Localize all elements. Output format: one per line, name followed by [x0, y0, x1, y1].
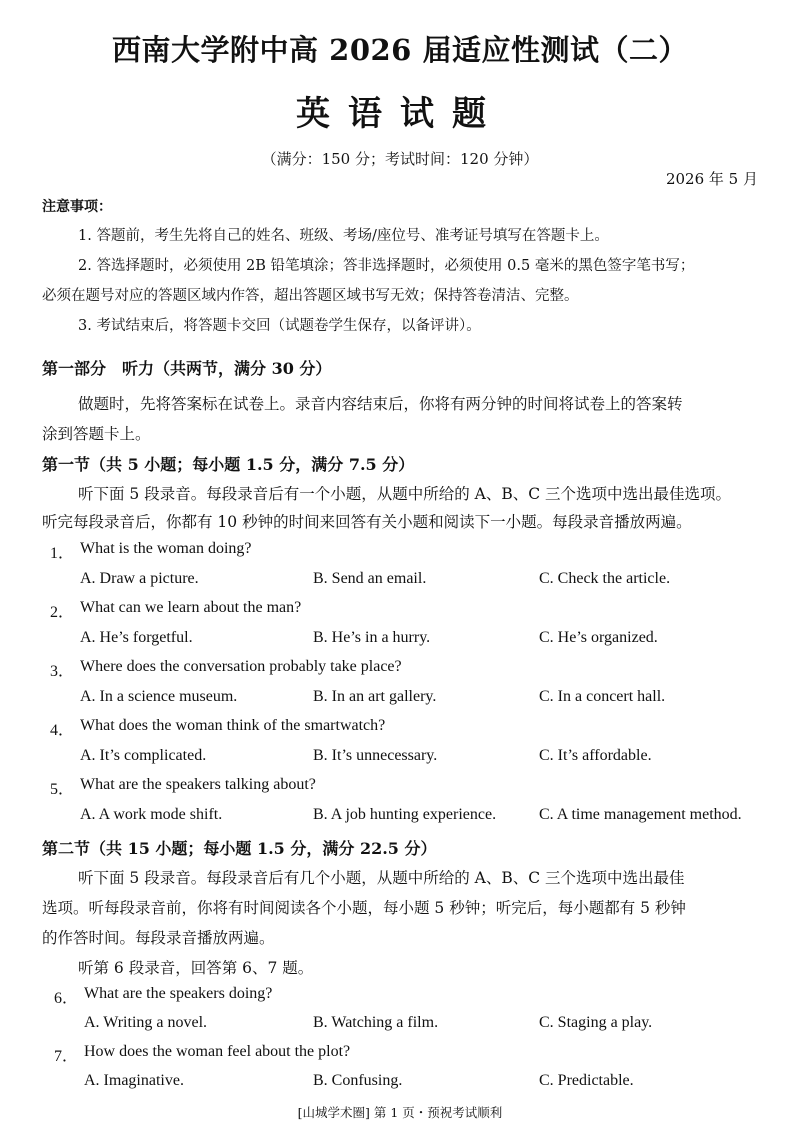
exam-meta: （满分：150 分；考试时间：120 分钟）	[261, 150, 539, 168]
section2-intro-line1: 听下面 5 段录音。每段录音后有几个小题，从题中所给的 A、B、C 三个选项中选出最佳	[78, 869, 685, 887]
option-a: A. It’s complicated.	[80, 747, 207, 764]
exam-title: 西南大学附中高 2026 届适应性测试（二）	[112, 33, 688, 67]
option-b: B. It’s unnecessary.	[313, 747, 438, 764]
option-a: A. He’s forgetful.	[80, 629, 193, 646]
option-c: C. A time management method.	[539, 806, 742, 823]
option-b: B. Confusing.	[313, 1072, 403, 1089]
question-text: How does the woman feel about the plot?	[84, 1043, 351, 1060]
option-b: B. A job hunting experience.	[313, 806, 497, 823]
option-a: A. Writing a novel.	[84, 1014, 208, 1031]
notice-item-2-cont: 必须在题号对应的答题区域内作答，超出答题区域书写无效；保持答卷清洁、完整。	[42, 288, 579, 304]
option-b: B. In an art gallery.	[313, 688, 437, 705]
option-c: C. Predictable.	[539, 1072, 634, 1089]
page-footer: [山城学术圈] 第 1 页・预祝考试顺利	[297, 1105, 503, 1120]
question-number: 5．	[50, 781, 75, 798]
option-c: C. In a concert hall.	[539, 688, 666, 705]
option-b: B. Send an email.	[313, 570, 427, 587]
part1-heading: 第一部分 听力（共两节，满分 30 分）	[42, 359, 332, 378]
question-text: What are the speakers talking about?	[80, 776, 316, 793]
option-a: A. Imaginative.	[84, 1072, 184, 1089]
section2-sub-instruction: 听第 6 段录音，回答第 6、7 题。	[78, 959, 314, 977]
notice-heading: 注意事项：	[42, 199, 112, 215]
question-number: 7．	[54, 1048, 79, 1065]
question-number: 6．	[54, 990, 79, 1007]
option-c: C. It’s affordable.	[539, 747, 652, 764]
question-text: What is the woman doing?	[80, 540, 252, 557]
option-a: A. Draw a picture.	[80, 570, 199, 587]
section1-heading: 第一节（共 5 小题；每小题 1.5 分，满分 7.5 分）	[42, 455, 415, 474]
question-number: 2．	[50, 604, 75, 621]
section2-intro-line3: 的作答时间。每段录音播放两遍。	[42, 929, 275, 947]
question-text: What can we learn about the man?	[80, 599, 302, 616]
part1-intro-line2: 涂到答题卡上。	[42, 425, 151, 443]
notice-item-1: 1. 答题前，考生先将自己的姓名、班级、考场/座位号、准考证号填写在答题卡上。	[78, 228, 609, 244]
option-b: B. Watching a film.	[313, 1014, 439, 1031]
subject-title: 英语试题	[296, 94, 504, 134]
option-c: C. He’s organized.	[539, 629, 658, 646]
option-a: A. In a science museum.	[80, 688, 238, 705]
question-text: Where does the conversation probably take place?	[80, 658, 402, 675]
notice-item-2: 2. 答选择题时，必须使用 2B 铅笔填涂；答非选择题时，必须使用 0.5 毫米的黑色签字笔书写；	[78, 258, 695, 274]
part1-intro-line1: 做题时，先将答案标在试卷上。录音内容结束后，你将有两分钟的时间将试卷上的答案转	[78, 395, 683, 413]
option-a: A. A work mode shift.	[80, 806, 223, 823]
option-c: C. Staging a play.	[539, 1014, 653, 1031]
question-number: 1．	[50, 545, 75, 562]
section1-intro-line1: 听下面 5 段录音。每段录音后有一个小题，从题中所给的 A、B、C 三个选项中选出最佳选项。	[78, 485, 732, 503]
question-text: What are the speakers doing?	[84, 985, 273, 1002]
section1-intro-line2: 听完每段录音后，你都有 10 秒钟的时间来回答有关小题和阅读下一小题。每段录音播放两遍。	[42, 513, 692, 531]
exam-date: 2026 年 5 月	[665, 170, 758, 188]
notice-item-3: 3. 考试结束后，将答题卡交回（试题卷学生保存，以备评讲）。	[78, 318, 481, 334]
section2-intro-line2: 选项。听每段录音前，你将有时间阅读各个小题，每小题 5 秒钟；听完后，每小题都有 5 秒钟	[42, 899, 686, 917]
option-c: C. Check the article.	[539, 570, 671, 587]
question-number: 3．	[50, 663, 75, 680]
question-number: 4．	[50, 722, 75, 739]
question-text: What does the woman think of the smartwatch?	[80, 717, 386, 734]
section2-heading: 第二节（共 15 小题；每小题 1.5 分，满分 22.5 分）	[42, 839, 437, 858]
option-b: B. He’s in a hurry.	[313, 629, 431, 646]
